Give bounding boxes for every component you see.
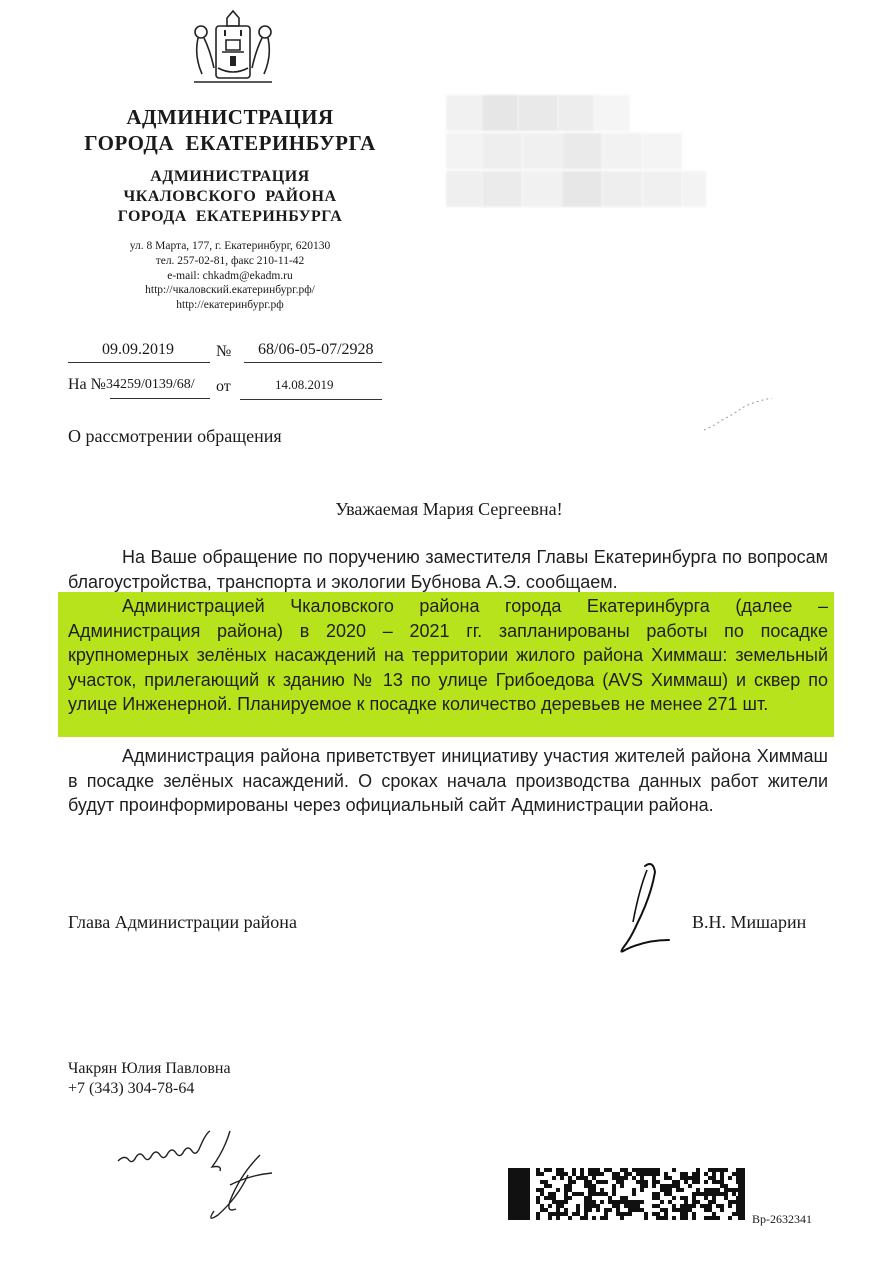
document-id: Вр-2632341 — [752, 1212, 812, 1226]
number-underline — [244, 362, 382, 363]
subject-line: О рассмотрении обращения — [68, 426, 282, 446]
registration-date: 09.09.2019 — [102, 341, 174, 358]
signatory-title: Глава Администрации района — [68, 912, 297, 932]
executor-name: Чакрян Юлия Павловна — [68, 1060, 231, 1077]
handwritten-initials-icon — [110, 1115, 280, 1225]
reference-date-underline — [240, 399, 382, 400]
paragraph-text: Администрация района приветствует инициативу участия жителей района Химмаш в посадке зелёных насаждений. О сроках начала производства данных работ жители будут проинформированы через официальный сайт Администрации района. — [68, 746, 828, 815]
contact-phone: тел. 257-02-81, факс 210-11-42 — [155, 254, 305, 267]
contact-address: ул. 8 Марта, 177, г. Екатеринбург, 620130 — [129, 240, 331, 252]
body-paragraph-3 — [68, 744, 828, 818]
barcode-icon — [508, 1168, 745, 1220]
reference-date: 14.08.2019 — [275, 377, 334, 392]
executor-phone: +7 (343) 304-78-64 — [68, 1080, 195, 1097]
contact-site-district: http://чкаловский.екатеринбург.рф/ — [145, 284, 315, 297]
body-paragraph-1 — [68, 545, 828, 594]
paragraph-text: Администрацией Чкаловского района города Екатеринбурга (далее – Администрация района) в 2020 – 2021 гг. запланированы работы по посадке крупномерных зелёных насаждений на территории жилого района Химмаш: земельный участок, прилегающий к зданию № 13 по улице Грибоедова (AVS Химмаш) и сквер по улице Инженерной. Планируемое к посадке количество деревьев не менее 271 шт. — [68, 596, 828, 714]
organization-header — [40, 104, 420, 156]
scribble-mark-icon — [700, 398, 780, 438]
sub-org-line-3: ГОРОДА ЕКАТЕРИНБУРГА — [117, 208, 343, 225]
greeting-text: Уважаемая Мария Сергеевна! — [335, 499, 563, 519]
reference-number: 34259/0139/68/ — [106, 377, 195, 392]
signature-icon — [605, 860, 675, 955]
executor-block — [68, 1059, 231, 1099]
sub-organization-header — [40, 167, 420, 227]
number-label: № — [216, 343, 232, 360]
contact-block — [40, 239, 500, 313]
date-underline — [68, 362, 210, 363]
reference-label: На № — [68, 376, 106, 393]
contact-site-city: http://екатеринбург.рф — [176, 299, 284, 312]
sub-org-line-1: АДМИНИСТРАЦИЯ — [150, 168, 310, 185]
paragraph-text: На Ваше обращение по поручению заместителя Главы Екатеринбурга по вопросам благоустройства, транспорта и экологии Бубнова А.Э. сообщаем. — [68, 547, 828, 592]
org-line-2: ГОРОДА ЕКАТЕРИНБУРГА — [84, 131, 376, 155]
org-line-1: АДМИНИСТРАЦИЯ — [126, 105, 334, 129]
redacted-addressee — [446, 95, 706, 207]
body-paragraph-2 — [68, 594, 828, 717]
registration-number: 68/06-05-07/2928 — [258, 341, 374, 358]
coat-of-arms-icon — [186, 8, 280, 94]
greeting — [0, 499, 893, 520]
signatory-name: В.Н. Мишарин — [692, 912, 807, 932]
reference-underline — [110, 398, 210, 399]
sub-org-line-2: ЧКАЛОВСКОГО РАЙОНА — [123, 188, 337, 205]
contact-email: e-mail: chkadm@ekadm.ru — [167, 269, 293, 282]
reference-from-label: от — [216, 378, 231, 395]
